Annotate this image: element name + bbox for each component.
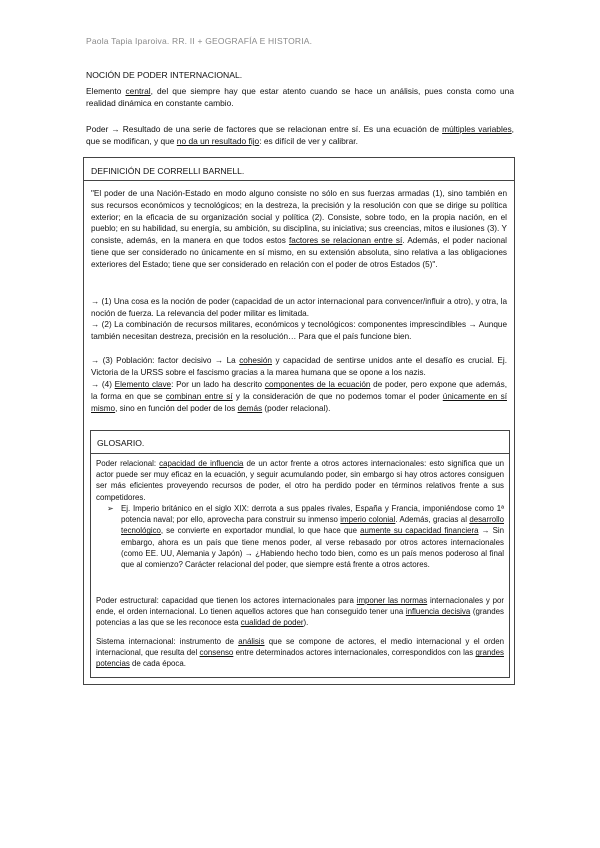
intro-paragraph-2: Poder → Resultado de una serie de factores que se relacionan entre sí. Es una ecuación de múltiples variables, que se modifican, y que no da un resultado fijo: es difícil de ver y calibrar. <box>86 124 514 146</box>
definition-box <box>83 157 515 685</box>
glossary-example: ➢ Ej. Imperio británico en el siglo XIX: derrota a sus ppales rivales, España y Francia, imponiéndose como 1ª potencia naval; por ello, aprovecha para construir su inmenso imperio colonial. Además, gracias al desarrollo tecnológico, se convierte en exportador mundial, lo que hace que aumente su capacidad financiera → Sin embargo, ahora es un país que tiene menos poder, al verse rebasado por otros actores internacionales (como EE. UU, Alemania y Japón) → ¿Habiendo hecho todo bien, como es un país menos poderoso al final que al comienzo? Carácter relacional del poder, que siempre está frente a otros actores. <box>107 504 505 570</box>
glossary-poder-estructural: Poder estructural: capacidad que tienen los actores internacionales para imponer las normas internacionales y por ende, el orden internacional. Lo tienen aquellos actores que han conseguido tener una influencia decisiva (grandes potencias a las que se les reconoce esta cualidad de poder). <box>96 596 504 628</box>
glossary-poder-relacional: Poder relacional: capacidad de influencia de un actor frente a otros actores internacionales: esto significa que un actor puede ser muy eficaz en la ecuación, y seguir acumulando poder, sin embargo si hay otros actores consiguen ser más eficientes proveyendo recursos de poder, el otro ha perdido poder en términos relativos frente a sus competidores. <box>96 459 504 502</box>
page-header: Paola Tapia Iparoiva. RR. II + GEOGRAFÍA E HISTORIA. <box>86 36 313 46</box>
note-3: → (3) Población: factor decisivo → La cohesión y capacidad de sentirse unidos ante el desafío es crucial. Ej. Victoria de la URSS sobre el fascismo gracias a la marea humana que se opone a los nazis. <box>91 356 507 377</box>
note-1: → (1) Una cosa es la noción de poder (capacidad de un actor internacional para convencer/influir a otro), y otra, la noción de fuerza. La relevancia del poder militar es limitada. <box>91 297 507 318</box>
note-2: → (2) La combinación de recursos militares, económicos y tecnológicos: componentes imprescindibles → Aunque también necesitan destreza, precisión en la resolución… Para que el país funcione bien. <box>91 320 507 341</box>
definition-heading: DEFINICIÓN DE CORRELLI BARNELL. <box>91 166 245 176</box>
glossary-box <box>90 430 510 678</box>
note-4: → (4) Elemento clave: Por un lado ha descrito componentes de la ecuación de poder, pero expone que además, la forma en que se combinan entre sí y la consideración de que no podemos tomar el poder únicamente en sí mismo, sino en función del poder de los demás (poder relacional). <box>91 380 507 413</box>
glossary-heading: GLOSARIO. <box>97 438 145 448</box>
glossary-sistema-internacional: Sistema internacional: instrumento de análisis que se compone de actores, el medio internacional y el orden internacional, que resulta del consenso entre determinados actores internacionales, correspondidos con las grandes potencias de cada época. <box>96 637 504 669</box>
intro-paragraph-1: Elemento central, del que siempre hay que estar atento cuando se hace un análisis, pues consta como una realidad dinámica en constante cambio. <box>86 86 514 108</box>
definition-quote: "El poder de una Nación-Estado en modo alguno consiste no sólo en sus fuerzas armadas (1), sino también en sus recursos económicos y tecnológicos; en la destreza, la precisión y la resolución con que se dirige su política exterior; en la eficacia de su organización social y política (2). Consiste, sobre todo, en la propia nación, en el pueblo; en su habilidad, su energía, su ambición, su disciplina, su iniciativa; sus creencias, mitos e ilusiones (3). Y consiste, además, en la manera en que todos estos factores se relacionan entre sí. Además, el poder nacional tiene que ser considerado no únicamente en sí mismo, en su extensión absoluta, sino relativa a las obligaciones exteriores del Estado; tiene que ser considerado en relación con el poder de otros Estados (5)". <box>91 189 507 269</box>
divider <box>84 180 514 181</box>
section-title: NOCIÓN DE PODER INTERNACIONAL. <box>86 70 243 80</box>
divider <box>91 453 509 454</box>
arrow-bullet-icon: ➢ <box>107 504 114 513</box>
